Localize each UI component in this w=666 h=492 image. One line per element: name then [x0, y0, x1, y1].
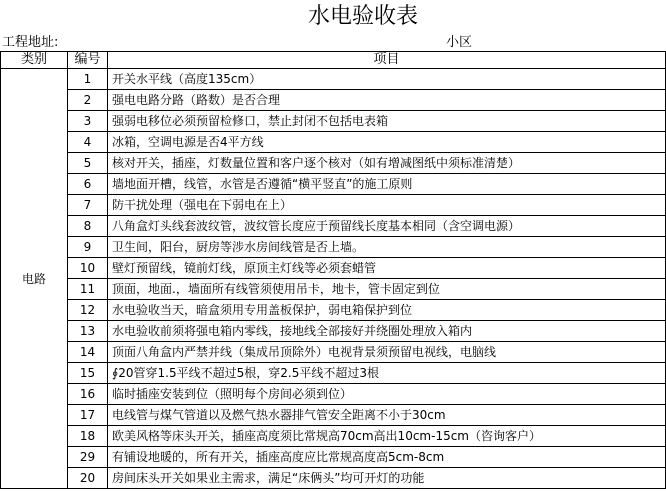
table-row	[1, 258, 666, 279]
row-item: 有铺设地暖的，所有开关，插座高度应比常规高度高5cm-8cm	[108, 447, 666, 468]
row-item: 核对开关，插座，灯数量位置和客户逐个核对（如有增减图纸中须标准清楚）	[108, 153, 666, 174]
table-row	[1, 237, 666, 258]
row-number: 14	[68, 342, 108, 363]
row-number: 17	[68, 405, 108, 426]
row-number: 18	[68, 426, 108, 447]
table-row	[1, 300, 666, 321]
row-item: 壁灯预留线，镜前灯线，原顶主灯线等必须套蜡管	[108, 258, 666, 279]
row-item: 墙地面开槽，线管，水管是否遵循“横平竖直”的施工原则	[108, 174, 666, 195]
table-row	[1, 405, 666, 426]
table-row	[1, 384, 666, 405]
table-row	[1, 363, 666, 384]
row-item: 防干扰处理（强电在下弱电在上）	[108, 195, 666, 216]
row-item: 水电验收前须将强电箱内零线，接地线全部接好并绕圈处理放入箱内	[108, 321, 666, 342]
table-row	[1, 153, 666, 174]
row-item: 顶面，地面.，墙面所有线管须使用吊卡，地卡，管卡固定到位	[108, 279, 666, 300]
table-row	[1, 69, 666, 90]
address-row	[0, 34, 666, 51]
header-item: 项目	[108, 52, 666, 69]
row-number: 10	[68, 258, 108, 279]
row-number: 1	[68, 69, 108, 90]
row-number: 20	[68, 468, 108, 489]
row-item: 强弱电移位必须预留检修口，禁止封闭不包括电表箱	[108, 111, 666, 132]
row-number: 6	[68, 174, 108, 195]
address-label: 工程地址:	[2, 35, 59, 50]
row-item: 临时插座安装到位（照明每个房间必须到位）	[108, 384, 666, 405]
row-item: 欧美风格等床头开关，插座高度须比常规高70cm高出10cm-15cm（咨询客户）	[108, 426, 666, 447]
row-number: 13	[68, 321, 108, 342]
row-item: 强电电路分路（路数）是否合理	[108, 90, 666, 111]
row-number: 4	[68, 132, 108, 153]
row-number: 3	[68, 111, 108, 132]
row-number: 16	[68, 384, 108, 405]
table-row	[1, 321, 666, 342]
table-row	[1, 195, 666, 216]
table-row	[1, 216, 666, 237]
table-row	[1, 342, 666, 363]
header-number: 编号	[68, 52, 108, 69]
row-number: 15	[68, 363, 108, 384]
table-row	[1, 447, 666, 468]
row-number: 5	[68, 153, 108, 174]
header-category: 类别	[1, 52, 68, 69]
row-item: 顶面八角盒内严禁并线（集成吊顶除外）电视背景须预留电视线，电脑线	[108, 342, 666, 363]
row-item: ∮20管穿1.5平线不超过5根，穿2.5平线不超过3根	[108, 363, 666, 384]
inspection-table	[0, 51, 666, 489]
table-row	[1, 132, 666, 153]
row-item: 开关水平线（高度135cm）	[108, 69, 666, 90]
sheet-title: 水电验收表	[307, 4, 418, 29]
xiaoqu-label: 小区	[446, 35, 473, 50]
header-row	[1, 52, 666, 69]
table-row	[1, 90, 666, 111]
table-row	[1, 426, 666, 447]
row-item: 冰箱，空调电源是否4平方线	[108, 132, 666, 153]
table-row	[1, 111, 666, 132]
row-number: 11	[68, 279, 108, 300]
table-row	[1, 279, 666, 300]
row-item: 水电验收当天，暗盒须用专用盖板保护，弱电箱保护到位	[108, 300, 666, 321]
category-cell: 电路	[1, 69, 68, 489]
table-body	[1, 69, 666, 489]
row-number: 8	[68, 216, 108, 237]
row-number: 29	[68, 447, 108, 468]
row-number: 9	[68, 237, 108, 258]
row-number: 7	[68, 195, 108, 216]
row-number: 12	[68, 300, 108, 321]
row-item: 房间床头开关如果业主需求，满足“床俩头”均可开灯的功能	[108, 468, 666, 489]
table-row	[1, 468, 666, 489]
row-number: 2	[68, 90, 108, 111]
row-item: 电线管与煤气管道以及燃气热水器排气管安全距离不小于30cm	[108, 405, 666, 426]
row-item: 卫生间，阳台，厨房等涉水房间线管是否上墙。	[108, 237, 666, 258]
table-row	[1, 174, 666, 195]
row-item: 八角盒灯头线套波纹管，波纹管长度应于预留线长度基本相同（含空调电源）	[108, 216, 666, 237]
